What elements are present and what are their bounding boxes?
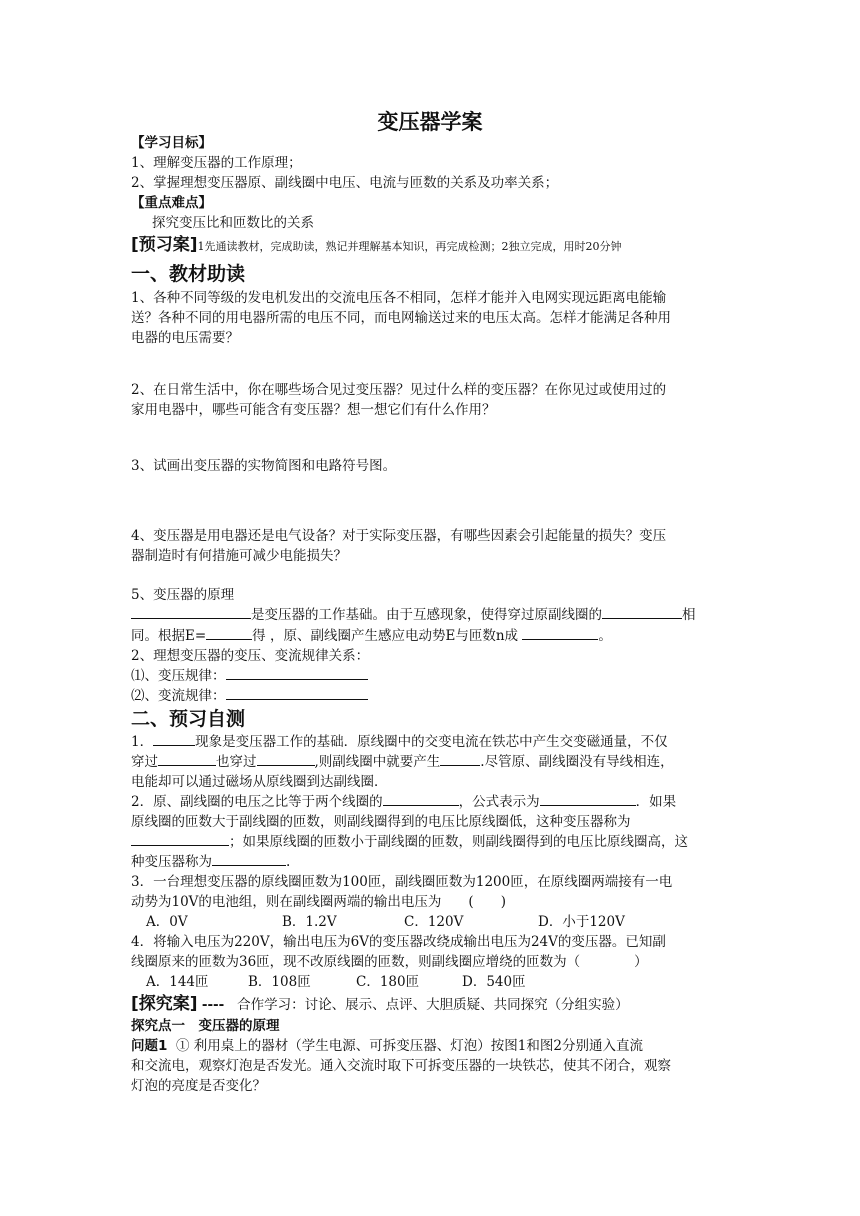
fill-blank[interactable] xyxy=(540,792,636,806)
t2-text-c: ．如果 xyxy=(635,794,677,810)
q5-text-e: 。 xyxy=(598,628,612,644)
t1-line1 xyxy=(131,732,668,752)
question1-label: 问题1 xyxy=(131,1038,168,1054)
document-title: 变压器学案 xyxy=(377,110,483,134)
t4-option-a: A．144匝 xyxy=(146,974,209,990)
fill-blank[interactable] xyxy=(602,605,682,619)
t2-text-e: 种变压器称为 xyxy=(131,854,212,870)
preview-label: [预习案] xyxy=(131,235,198,255)
t4-option-c: C．180匝 xyxy=(356,974,420,990)
t2-text-a: 2．原、副线圈的电压之比等于两个线圈的 xyxy=(131,794,383,810)
fill-blank[interactable] xyxy=(158,752,216,766)
t2-line2: 原线圈的匝数大于副线圈的匝数，则副线圈得到的电压比原线圈低，这种变压器称为 xyxy=(131,814,631,830)
question1-text: ① 利用桌上的器材（学生电源、可拆变压器、灯泡）按图1和图2分别通入直流 xyxy=(176,1038,643,1054)
t2-line3 xyxy=(131,832,688,852)
explore-point1: 探究点一 变压器的原理 xyxy=(131,1018,280,1034)
t1-line2 xyxy=(131,752,674,772)
t4-line2: 线圈原来的匝数为36匝，现不改原线圈的匝数，则副线圈应增绕的匝数为（ ） xyxy=(131,954,648,970)
fill-blank[interactable] xyxy=(383,792,459,806)
fill-blank[interactable] xyxy=(522,626,598,640)
t4-option-d: D．540匝 xyxy=(462,974,526,990)
t2-text-f: . xyxy=(286,854,291,870)
t3-option-c: C．120V xyxy=(404,914,464,930)
fill-blank[interactable] xyxy=(257,752,315,766)
q3-line: 3、试画出变压器的实物简图和电路符号图。 xyxy=(131,458,397,474)
fill-blank[interactable] xyxy=(131,605,251,619)
t3-line2: 动势为10V的电池组，则在副线圈两端的输出电压为 ( ) xyxy=(131,894,506,910)
law1-row xyxy=(131,666,368,686)
fill-blank[interactable] xyxy=(212,852,286,866)
question1-line1 xyxy=(131,1036,643,1056)
t1-number: 1． xyxy=(131,734,154,750)
q1-line3: 电器的电压需要？ xyxy=(131,330,239,346)
law2-label: ⑵、变流规律： xyxy=(131,688,226,704)
preview-row xyxy=(131,235,622,257)
t3-option-a: A．0V xyxy=(146,914,188,930)
t3-option-b: B．1.2V xyxy=(282,914,337,930)
fill-blank[interactable] xyxy=(131,832,229,846)
q4-line2: 器制造时有何措施可减少电能损失？ xyxy=(131,548,347,564)
fill-blank[interactable] xyxy=(226,666,368,680)
q5-line1 xyxy=(131,605,696,625)
objective-item-2: 2、掌握理想变压器原、副线圈中电压、电流与匝数的关系及功率关系； xyxy=(131,175,559,191)
q5-text-d: 得 ，原、副线圈产生感应电动势E与匝数n成 xyxy=(252,628,519,644)
t4-line1: 4．将输入电压为220V，输出电压为6V的变压器改绕成输出电压为24V的变压器。已知副 xyxy=(131,934,666,950)
t2-text-b: ，公式表示为 xyxy=(458,794,540,810)
objectives-heading: 【学习目标】 xyxy=(131,135,212,151)
fill-blank[interactable] xyxy=(440,752,480,766)
t2-text-d: ；如果原线圈的匝数小于副线圈的匝数，则副线圈得到的电压比原线圈高，这 xyxy=(229,834,688,850)
t3-line1: 3．一台理想变压器的原线圈匝数为100匝，副线圈匝数为1200匝，在原线圈两端接有一电 xyxy=(131,874,673,890)
explore-dash: ---- xyxy=(201,997,225,1013)
t2-line1 xyxy=(131,792,676,812)
fill-blank[interactable] xyxy=(153,732,195,746)
explore-row xyxy=(131,994,629,1015)
question1-line2: 和交流电，观察灯泡是否发光。通入交流时取下可拆变压器的一块铁芯，使其不闭合，观察 xyxy=(131,1058,671,1074)
q5-text-c: 同。根据E= xyxy=(131,628,207,644)
preview-note: 1先通读教材，完成助读，熟记并理解基本知识，再完成检测；2独立完成，用时20分钟 xyxy=(197,240,622,253)
law1-label: ⑴、变压规律： xyxy=(131,668,226,684)
t1-text: 现象是变压器工作的基础．原线圈中的交变电流在铁芯中产生交变磁通量，不仅 xyxy=(195,734,668,750)
t4-option-b: B．108匝 xyxy=(248,974,311,990)
explore-text: 合作学习：讨论、展示、点评、大胆质疑、共同探究（分组实验） xyxy=(237,997,629,1013)
explore-label: [探究案] xyxy=(131,994,198,1014)
t1-line3: 电能却可以通过磁场从原线圈到达副线圈． xyxy=(131,774,388,790)
t1-text-b: 也穿过 xyxy=(216,754,257,770)
objective-item-1: 1、理解变压器的工作原理； xyxy=(131,155,302,171)
q1-line1: 1、各种不同等级的发电机发出的交流电压各不相同，怎样才能并入电网实现远距离电能输 xyxy=(131,290,667,306)
fill-blank[interactable] xyxy=(206,626,252,640)
q4-line1: 4、变压器是用电器还是电气设备？对于实际变压器，有哪些因素会引起能量的损失？变压 xyxy=(131,528,667,544)
q2-line1: 2、在日常生活中，你在哪些场合见过变压器？见过什么样的变压器？在你见过或使用过的 xyxy=(131,382,667,398)
q5-text-a: 是变压器的工作基础。由于互感现象，使得穿过原副线圈的 xyxy=(251,607,602,623)
section1-heading: 一、教材助读 xyxy=(131,263,246,285)
key-points-text: 探究变压比和匝数比的关系 xyxy=(152,215,314,231)
section2-heading: 二、预习自测 xyxy=(131,708,246,730)
t1-text-a: 穿过 xyxy=(131,754,158,770)
q5-heading: 5、变压器的原理 xyxy=(131,587,235,603)
q5-line2 xyxy=(131,626,612,646)
fill-blank[interactable] xyxy=(226,686,368,700)
t2-line4 xyxy=(131,852,290,872)
t1-text-d: .尽管原、副线圈没有导线相连， xyxy=(480,754,674,770)
q1-line2: 送？各种不同的用电器所需的电压不同，而电网输送过来的电压太高。怎样才能满足各种用 xyxy=(131,310,671,326)
key-points-heading: 【重点难点】 xyxy=(131,195,212,211)
q2-line2: 家用电器中，哪些可能含有变压器？想一想它们有什么作用？ xyxy=(131,402,496,418)
question1-line3: 灯泡的亮度是否变化？ xyxy=(131,1078,266,1094)
t1-text-c: ,则副线圈中就要产生 xyxy=(314,754,441,770)
law-heading: 2、理想变压器的变压、变流规律关系： xyxy=(131,648,370,664)
t3-option-d: D．小于120V xyxy=(538,914,625,930)
law2-row xyxy=(131,686,368,706)
q5-text-b: 相 xyxy=(682,607,696,623)
